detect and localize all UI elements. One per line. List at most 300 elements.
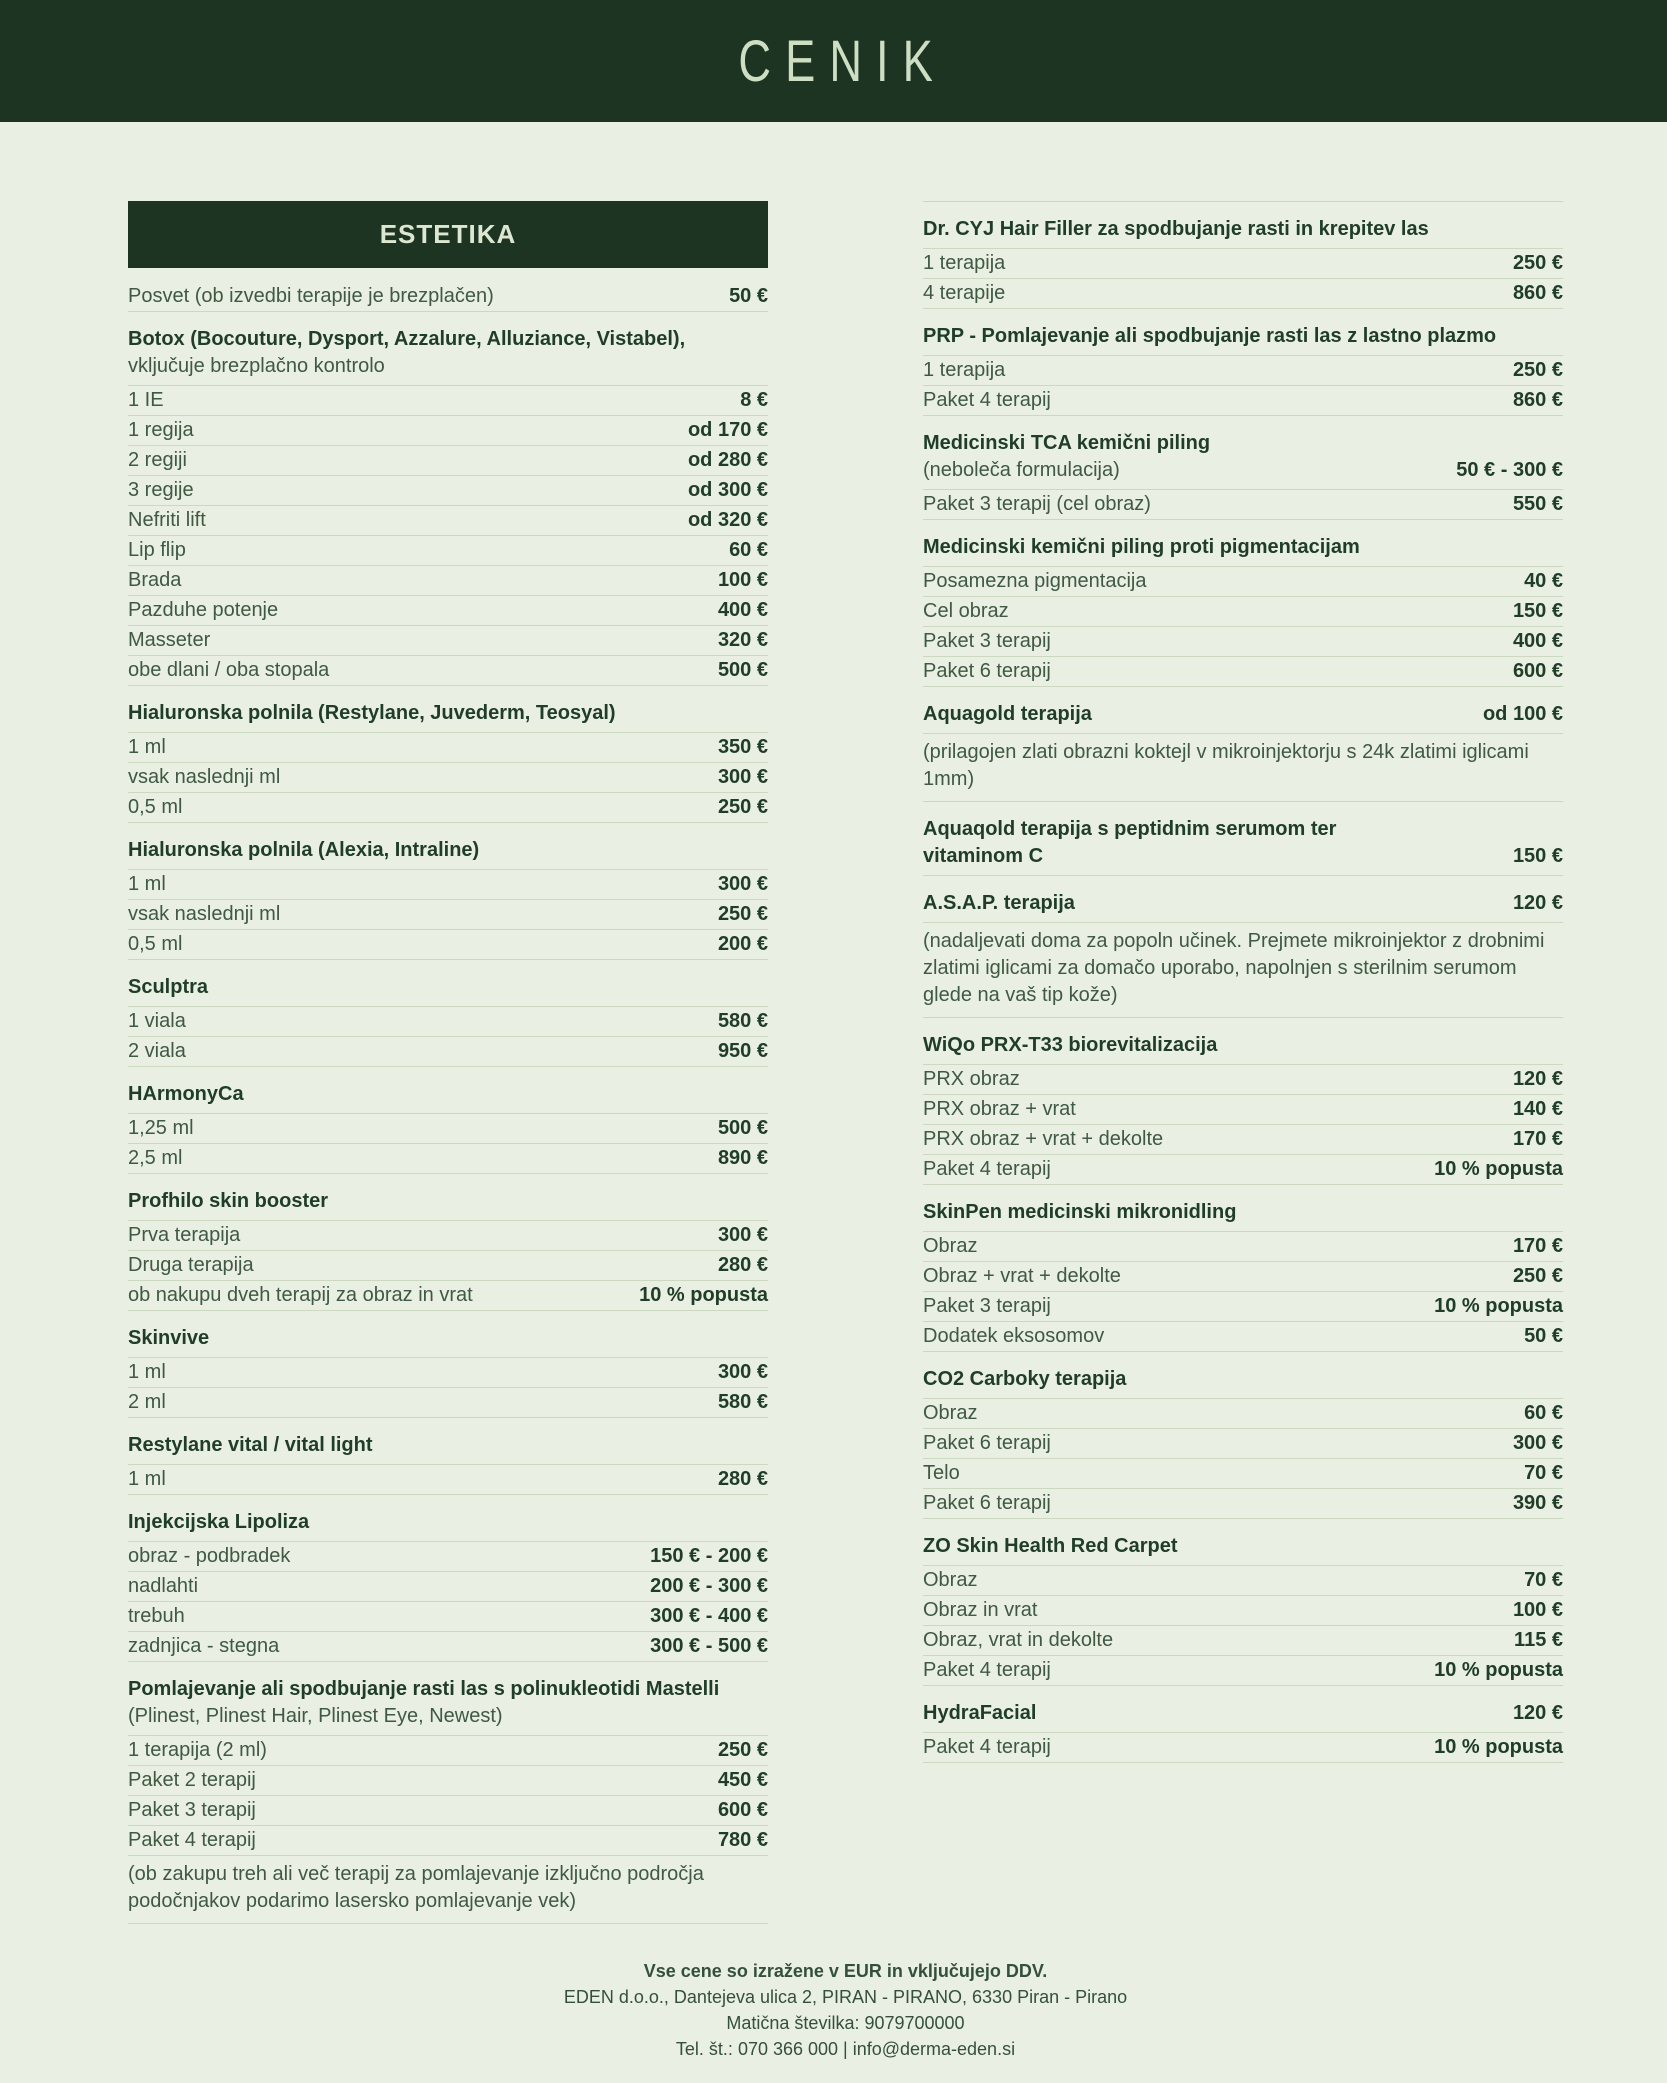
section-heading-line (923, 1199, 1563, 1226)
row-label: Paket 6 terapij (923, 660, 1051, 682)
price-row (128, 1572, 768, 1602)
row-label: 2 viala (128, 1040, 186, 1062)
row-label: 1 viala (128, 1010, 186, 1032)
price-row (923, 1399, 1563, 1429)
section-heading-line (923, 843, 1563, 870)
price-section (923, 430, 1563, 520)
row-label: 2,5 ml (128, 1147, 183, 1169)
row-label: 1 ml (128, 873, 166, 895)
page-title: CENIK (738, 28, 947, 94)
price-row (128, 763, 768, 793)
row-price: 500 € (717, 659, 768, 681)
section-heading-line (923, 216, 1563, 243)
section-heading-line (923, 701, 1563, 728)
section-heading-text: Medicinski kemični piling proti pigmentacijam (923, 536, 1360, 558)
section-heading-text: Aquagold terapija (923, 703, 1092, 725)
section-heading-text: Dr. CYJ Hair Filler za spodbujanje rasti in krepitev las (923, 218, 1429, 240)
row-price: 50 € (1524, 1325, 1563, 1347)
price-section (128, 1325, 768, 1418)
section-heading-line (128, 1325, 768, 1352)
row-label: Posvet (ob izvedbi terapije je brezplačen) (128, 285, 494, 307)
section-heading-line (128, 1432, 768, 1459)
row-label: Druga terapija (128, 1254, 254, 1276)
row-price: 450 € (717, 1769, 768, 1791)
price-row (923, 1566, 1563, 1596)
price-row (923, 1322, 1563, 1352)
row-price: 300 € (717, 1361, 768, 1383)
price-row (128, 282, 768, 312)
price-section (923, 816, 1563, 876)
section-heading-line (923, 323, 1563, 350)
row-price: 40 € (1524, 570, 1563, 592)
section-heading-line (128, 974, 768, 1001)
price-row (128, 930, 768, 960)
price-row (128, 506, 768, 536)
section-heading (923, 430, 1563, 490)
price-section (923, 534, 1563, 687)
row-label: ob nakupu dveh terapij za obraz in vrat (128, 1284, 473, 1306)
row-label: Nefriti lift (128, 509, 206, 531)
left-sections (128, 282, 768, 1924)
section-heading-price: 150 € (1512, 845, 1563, 867)
row-label: Paket 3 terapij (923, 1295, 1051, 1317)
row-price: 580 € (717, 1391, 768, 1413)
row-price: 200 € - 300 € (650, 1575, 768, 1597)
row-label: trebuh (128, 1605, 185, 1627)
section-heading-text: vitaminom C (923, 845, 1044, 867)
price-row (128, 536, 768, 566)
footer-line: Tel. št.: 070 366 000 | info@derma-eden.si (675, 2039, 1016, 2059)
row-price: 550 € (1512, 493, 1563, 515)
row-label: 1 IE (128, 389, 164, 411)
price-section (923, 1199, 1563, 1352)
row-label: Obraz (923, 1569, 978, 1591)
row-price: 100 € (1512, 1599, 1563, 1621)
section-heading-price: 120 € (1512, 1702, 1563, 1724)
price-row (128, 1766, 768, 1796)
row-price: 140 € (1512, 1098, 1563, 1120)
page-header-band (0, 0, 1667, 122)
price-section (128, 1081, 768, 1174)
row-label: 1 terapija (923, 252, 1006, 274)
row-price: 350 € (717, 736, 768, 758)
section-heading-line (128, 1676, 768, 1703)
row-label: 1 ml (128, 1361, 166, 1383)
row-label: PRX obraz + vrat + dekolte (923, 1128, 1164, 1150)
price-row (128, 1221, 768, 1251)
row-label: Obraz (923, 1235, 978, 1257)
row-label: vsak naslednji ml (128, 903, 281, 925)
row-price: 320 € (717, 629, 768, 651)
section-heading-text: HArmonyCa (128, 1083, 244, 1105)
price-row (128, 626, 768, 656)
section-heading (923, 1366, 1563, 1399)
section-heading (923, 1199, 1563, 1232)
section-heading-line (923, 1700, 1563, 1727)
price-row (923, 567, 1563, 597)
section-heading-line (128, 353, 768, 380)
price-row (923, 1232, 1563, 1262)
section-heading-text: Medicinski TCA kemični piling (923, 432, 1211, 454)
left-column (128, 201, 768, 1924)
section-heading-line (923, 457, 1563, 484)
row-label: 0,5 ml (128, 933, 183, 955)
row-label: Paket 4 terapij (128, 1829, 256, 1851)
price-row (923, 1292, 1563, 1322)
price-section (128, 974, 768, 1067)
section-heading (923, 1700, 1563, 1733)
price-row (128, 446, 768, 476)
price-section (128, 1432, 768, 1495)
row-price: 170 € (1512, 1235, 1563, 1257)
price-section (128, 1188, 768, 1311)
row-label: 2 ml (128, 1391, 166, 1413)
row-price: 300 € (717, 873, 768, 895)
row-label: 1,25 ml (128, 1117, 194, 1139)
price-section (923, 890, 1563, 1018)
row-label: 1 ml (128, 736, 166, 758)
price-row (923, 1596, 1563, 1626)
row-label: obraz - podbradek (128, 1545, 291, 1567)
price-row (128, 1007, 768, 1037)
price-row (128, 596, 768, 626)
section-heading-text: A.S.A.P. terapija (923, 892, 1075, 914)
price-row (128, 870, 768, 900)
row-label: Paket 6 terapij (923, 1492, 1051, 1514)
section-heading (128, 700, 768, 733)
row-price: od 170 € (687, 419, 768, 441)
section-heading-line (923, 890, 1563, 917)
section-heading (128, 837, 768, 870)
row-label: 0,5 ml (128, 796, 183, 818)
section-heading-text: CO2 Carboky terapija (923, 1368, 1127, 1390)
row-price: 250 € (717, 1739, 768, 1761)
row-label: Obraz + vrat + dekolte (923, 1265, 1121, 1287)
row-label: Paket 3 terapij (cel obraz) (923, 493, 1151, 515)
section-heading (923, 1533, 1563, 1566)
row-price: 600 € (717, 1799, 768, 1821)
section-heading-line (128, 1509, 768, 1536)
price-row (923, 1155, 1563, 1185)
row-price: 100 € (717, 569, 768, 591)
category-header-label: ESTETIKA (379, 219, 517, 249)
price-row (923, 386, 1563, 416)
row-price: 250 € (1512, 1265, 1563, 1287)
right-sections (923, 216, 1563, 1763)
section-heading-price: 120 € (1512, 892, 1563, 914)
row-price: 780 € (717, 1829, 768, 1851)
section-heading-text: Injekcijska Lipoliza (128, 1511, 310, 1533)
row-label: PRX obraz + vrat (923, 1098, 1076, 1120)
row-label: 1 regija (128, 419, 194, 441)
price-section (923, 1032, 1563, 1185)
right-column (923, 201, 1563, 1924)
price-row (128, 1037, 768, 1067)
row-label: vsak naslednji ml (128, 766, 281, 788)
price-row (923, 279, 1563, 309)
price-row (128, 1632, 768, 1662)
price-section (128, 326, 768, 686)
row-label: 1 ml (128, 1468, 166, 1490)
row-price: 300 € (1512, 1432, 1563, 1454)
price-row (128, 1465, 768, 1495)
row-label: Obraz, vrat in dekolte (923, 1629, 1114, 1651)
row-label: Paket 3 terapij (128, 1799, 256, 1821)
section-heading-text: Skinvive (128, 1327, 210, 1349)
section-heading (128, 974, 768, 1007)
row-price: 390 € (1512, 1492, 1563, 1514)
row-price: 115 € (1514, 1629, 1563, 1651)
row-price: 120 € (1512, 1068, 1563, 1090)
row-price: 10 % popusta (1434, 1295, 1563, 1317)
price-row (128, 1796, 768, 1826)
row-label: 1 terapija (2 ml) (128, 1739, 267, 1761)
row-price: 250 € (1512, 359, 1563, 381)
row-label: 4 terapije (923, 282, 1006, 304)
price-row (923, 1489, 1563, 1519)
row-price: 300 € - 500 € (650, 1635, 768, 1657)
price-section (923, 216, 1563, 309)
section-heading-line (128, 326, 768, 353)
section-note: (prilagojen zlati obrazni koktejl v mikroinjektorju s 24k zlatimi iglicami 1mm) (923, 734, 1563, 802)
price-section (128, 837, 768, 960)
section-heading-text: PRP - Pomlajevanje ali spodbujanje rasti las z lastno plazmo (923, 325, 1497, 347)
section-heading-text: vključuje brezplačno kontrolo (128, 355, 385, 377)
row-price: 300 € (717, 766, 768, 788)
section-heading-text: Pomlajevanje ali spodbujanje rasti las s polinukleotidi Mastelli (128, 1678, 720, 1700)
section-heading (128, 1509, 768, 1542)
price-row (128, 1144, 768, 1174)
price-row (128, 1388, 768, 1418)
row-label: zadnjica - stegna (128, 1635, 280, 1657)
row-label: 3 regije (128, 479, 194, 501)
row-price: 580 € (717, 1010, 768, 1032)
price-section (923, 323, 1563, 416)
row-label: 2 regiji (128, 449, 187, 471)
section-heading-text: WiQo PRX-T33 biorevitalizacija (923, 1034, 1218, 1056)
row-price: 200 € (717, 933, 768, 955)
row-label: Obraz (923, 1402, 978, 1424)
section-heading (128, 1432, 768, 1465)
category-header (128, 201, 768, 268)
price-row (128, 386, 768, 416)
section-heading-text: (Plinest, Plinest Hair, Plinest Eye, Newest) (128, 1705, 503, 1727)
section-heading-text: Profhilo skin booster (128, 1190, 329, 1212)
section-heading (923, 216, 1563, 249)
price-row (923, 1262, 1563, 1292)
row-label: Paket 3 terapij (923, 630, 1051, 652)
price-section (128, 282, 768, 312)
row-label: Posamezna pigmentacija (923, 570, 1147, 592)
section-heading (128, 1081, 768, 1114)
price-row (128, 733, 768, 763)
row-price: 60 € (729, 539, 768, 561)
row-label: Pazduhe potenje (128, 599, 279, 621)
row-price: 60 € (1524, 1402, 1563, 1424)
row-label: Masseter (128, 629, 211, 651)
section-heading-line (128, 837, 768, 864)
row-price: 10 % popusta (1434, 1158, 1563, 1180)
row-price: 8 € (740, 389, 768, 411)
price-row (128, 1114, 768, 1144)
price-row (128, 1826, 768, 1856)
row-price: 300 € - 400 € (650, 1605, 768, 1627)
section-heading-text: Restylane vital / vital light (128, 1434, 373, 1456)
row-label: obe dlani / oba stopala (128, 659, 330, 681)
row-price: 890 € (717, 1147, 768, 1169)
price-section (923, 701, 1563, 802)
row-label: Obraz in vrat (923, 1599, 1038, 1621)
section-heading-text: (neboleča formulacija) (923, 459, 1120, 481)
row-label: Paket 4 terapij (923, 1659, 1051, 1681)
row-price: 150 € (1512, 600, 1563, 622)
row-price: 250 € (717, 796, 768, 818)
section-heading (128, 1325, 768, 1358)
section-heading (128, 1188, 768, 1221)
row-price: od 320 € (687, 509, 768, 531)
price-row (923, 1125, 1563, 1155)
section-heading-line (923, 430, 1563, 457)
section-heading-text: HydraFacial (923, 1702, 1037, 1724)
row-price: 10 % popusta (1434, 1736, 1563, 1758)
section-heading (923, 534, 1563, 567)
section-heading-line (923, 1032, 1563, 1059)
price-row (128, 566, 768, 596)
price-row (128, 900, 768, 930)
row-price: 300 € (717, 1224, 768, 1246)
row-price: 280 € (717, 1254, 768, 1276)
price-row (128, 476, 768, 506)
price-row (128, 1358, 768, 1388)
price-row (128, 416, 768, 446)
row-price: 50 € (729, 285, 768, 307)
price-row (923, 356, 1563, 386)
section-heading-text: Sculptra (128, 976, 209, 998)
row-price: 400 € (1512, 630, 1563, 652)
price-row (923, 1459, 1563, 1489)
row-price: 600 € (1512, 660, 1563, 682)
price-row (923, 1626, 1563, 1656)
section-heading-line (923, 816, 1563, 843)
section-heading (128, 326, 768, 386)
price-row (923, 490, 1563, 520)
row-price: 280 € (717, 1468, 768, 1490)
row-price: 150 € - 200 € (650, 1545, 768, 1567)
section-heading-text: Botox (Bocouture, Dysport, Azzalure, Alluziance, Vistabel), (128, 328, 686, 350)
section-note: (ob zakupu treh ali več terapij za pomlajevanje izključno področja podočnjakov podarimo lasersko pomlajevanje vek) (128, 1856, 768, 1924)
row-label: Lip flip (128, 539, 186, 561)
row-label: 1 terapija (923, 359, 1006, 381)
price-row (128, 1251, 768, 1281)
row-price: 860 € (1512, 282, 1563, 304)
row-label: Paket 4 terapij (923, 389, 1051, 411)
row-price: 70 € (1524, 1569, 1563, 1591)
row-label: Telo (923, 1462, 960, 1484)
price-section (923, 1366, 1563, 1519)
section-heading-line (128, 1188, 768, 1215)
section-heading (128, 1676, 768, 1736)
row-label: Cel obraz (923, 600, 1009, 622)
row-price: 860 € (1512, 389, 1563, 411)
section-heading-text: Aquaqold terapija s peptidnim serumom ter (923, 818, 1337, 840)
price-row (923, 657, 1563, 687)
row-label: Paket 2 terapij (128, 1769, 256, 1791)
price-row (128, 656, 768, 686)
price-row (128, 1602, 768, 1632)
price-section (128, 700, 768, 823)
price-row (923, 249, 1563, 279)
row-label: Prva terapija (128, 1224, 241, 1246)
price-row (923, 597, 1563, 627)
row-price: 170 € (1512, 1128, 1563, 1150)
section-heading-price: od 100 € (1482, 703, 1563, 725)
price-row (923, 627, 1563, 657)
row-price: 950 € (717, 1040, 768, 1062)
section-heading (923, 890, 1563, 923)
row-price: 70 € (1524, 1462, 1563, 1484)
row-label: Paket 4 terapij (923, 1158, 1051, 1180)
row-price: 250 € (1512, 252, 1563, 274)
section-heading-line (128, 1081, 768, 1108)
section-heading-text: Hialuronska polnila (Restylane, Juvederm, Teosyal) (128, 702, 616, 724)
price-row (128, 793, 768, 823)
price-section (128, 1509, 768, 1662)
section-heading-line (923, 1366, 1563, 1393)
row-label: Paket 6 terapij (923, 1432, 1051, 1454)
footer-line: EDEN d.o.o., Dantejeva ulica 2, PIRAN - PIRANO, 6330 Piran - Pirano (563, 1987, 1128, 2007)
section-note: (nadaljevati doma za popoln učinek. Prejmete mikroinjektor z drobnimi zlatimi iglicami za domačo uporabo, napolnjen s sterilnim serumom glede na vaš tip kože) (923, 923, 1563, 1018)
footer-line: Matična številka: 9079700000 (726, 2013, 965, 2033)
price-section (128, 1676, 768, 1924)
section-heading-line (128, 1703, 768, 1730)
section-heading-line (128, 700, 768, 727)
price-row (128, 1736, 768, 1766)
row-label: PRX obraz (923, 1068, 1020, 1090)
section-heading-text: SkinPen medicinski mikronidling (923, 1201, 1237, 1223)
row-label: Dodatek eksosomov (923, 1325, 1105, 1347)
row-price: 10 % popusta (1434, 1659, 1563, 1681)
price-row (923, 1733, 1563, 1763)
section-heading-line (923, 1533, 1563, 1560)
price-row (923, 1095, 1563, 1125)
row-price: 250 € (717, 903, 768, 925)
section-heading (923, 816, 1563, 876)
price-section (923, 1533, 1563, 1686)
row-label: Brada (128, 569, 182, 591)
section-heading (923, 701, 1563, 734)
row-price: od 300 € (687, 479, 768, 501)
footer-line: Vse cene so izražene v EUR in vključujejo DDV. (643, 1961, 1048, 1981)
row-label: Paket 4 terapij (923, 1736, 1051, 1758)
section-heading-line (923, 534, 1563, 561)
row-price: od 280 € (687, 449, 768, 471)
price-row (128, 1281, 768, 1311)
price-section (923, 1700, 1563, 1763)
section-heading (923, 323, 1563, 356)
price-row (923, 1429, 1563, 1459)
row-label: nadlahti (128, 1575, 199, 1597)
section-heading-price: 50 € - 300 € (1456, 459, 1563, 481)
price-row (128, 1542, 768, 1572)
price-row (923, 1656, 1563, 1686)
row-price: 500 € (717, 1117, 768, 1139)
section-heading (923, 1032, 1563, 1065)
content-area (128, 201, 1563, 1924)
row-price: 400 € (717, 599, 768, 621)
row-price: 10 % popusta (639, 1284, 768, 1306)
footer (128, 1958, 1563, 2062)
price-row (923, 1065, 1563, 1095)
